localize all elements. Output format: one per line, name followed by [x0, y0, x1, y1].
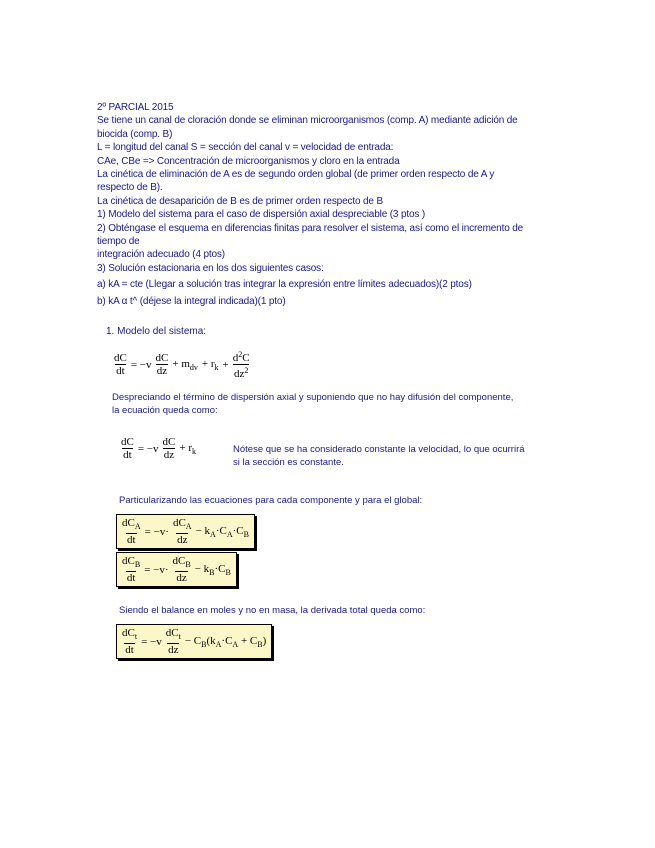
problem-title: 2º PARCIAL 2015: [97, 102, 174, 113]
problem-line: CAe, CBe => Concentración de microorganismos y cloro en la entrada: [97, 155, 400, 167]
problem-line: Se tiene un canal de cloración donde se eliminan microorganismos (comp. A) mediante adición de: [97, 115, 518, 127]
problem-line: La cinética de desaparición de B es de primer orden respecto de B: [97, 195, 383, 207]
problem-line: 3) Solución estacionaria en los dos siguientes casos:: [97, 262, 324, 274]
equation-simplified: $\frac{dC}{dt}$ = −v $\frac{dC}{dz}$ + $r_k$: [121, 436, 196, 461]
equation-component-b: $\frac{dC_B}{dt}$ = −v· $\frac{dC_B}{dz}$ − $k_B\cdot C_B$: [116, 552, 237, 587]
problem-line: integración adecuado (4 ptos): [97, 249, 225, 261]
moles-note: Siendo el balance en moles y no en masa, la derivada total queda como:: [119, 605, 426, 616]
problem-line: a) kA = cte (Llegar a solución tras integrar la expresión entre límites adecuados)(2 ptos): [97, 279, 472, 291]
description-line: Despreciando el término de dispersión axial y suponiendo que no hay difusión del componente,: [112, 392, 514, 403]
description-line: la ecuación queda como:: [112, 405, 218, 416]
problem-line: La cinética de eliminación de A es de segundo orden global (de primer orden respecto de A y: [97, 169, 495, 181]
problem-line: biocida (comp. B): [97, 128, 173, 140]
particularization-text: Particularizando las ecuaciones para cada componente y para el global:: [119, 495, 423, 506]
equation-component-a: $\frac{dC_A}{dt}$ = −v· $\frac{dC_A}{dz}$ − $k_A\cdot C_A\cdot C_B$: [116, 514, 255, 549]
problem-statement: [97, 101, 537, 308]
equation-total: $\frac{dC_t}{dt}$ = −v $\frac{dC_t}{dz}$ − $C_B(k_A\cdot C_A + C_B)$: [116, 624, 272, 659]
section-title: 1. Modelo del sistema:: [106, 326, 207, 337]
equation-general-model: $\frac{dC}{dt}$ = −v $\frac{dC}{dz}$ + $m_{dv}$ + $r_k$ + $\frac{d^2C}{dz^2}$: [114, 350, 250, 380]
problem-line: 1) Modelo del sistema para el caso de dispersión axial despreciable (3 ptos ): [97, 209, 426, 221]
velocity-note: si la sección es constante.: [233, 457, 344, 468]
problem-line: 2) Obténgase el esquema en diferencias finitas para resolver el sistema, así como el incremento de tiempo de: [97, 222, 524, 248]
problem-line: b) kA α t^ (déjese la integral indicada)(1 pto): [97, 295, 286, 307]
problem-line: respecto de B).: [97, 182, 163, 194]
velocity-note: Nótese que se ha considerado constante la velocidad, lo que ocurrirá: [233, 444, 525, 455]
problem-line: L = longitud del canal S = sección del canal v = velocidad de entrada:: [97, 142, 394, 154]
